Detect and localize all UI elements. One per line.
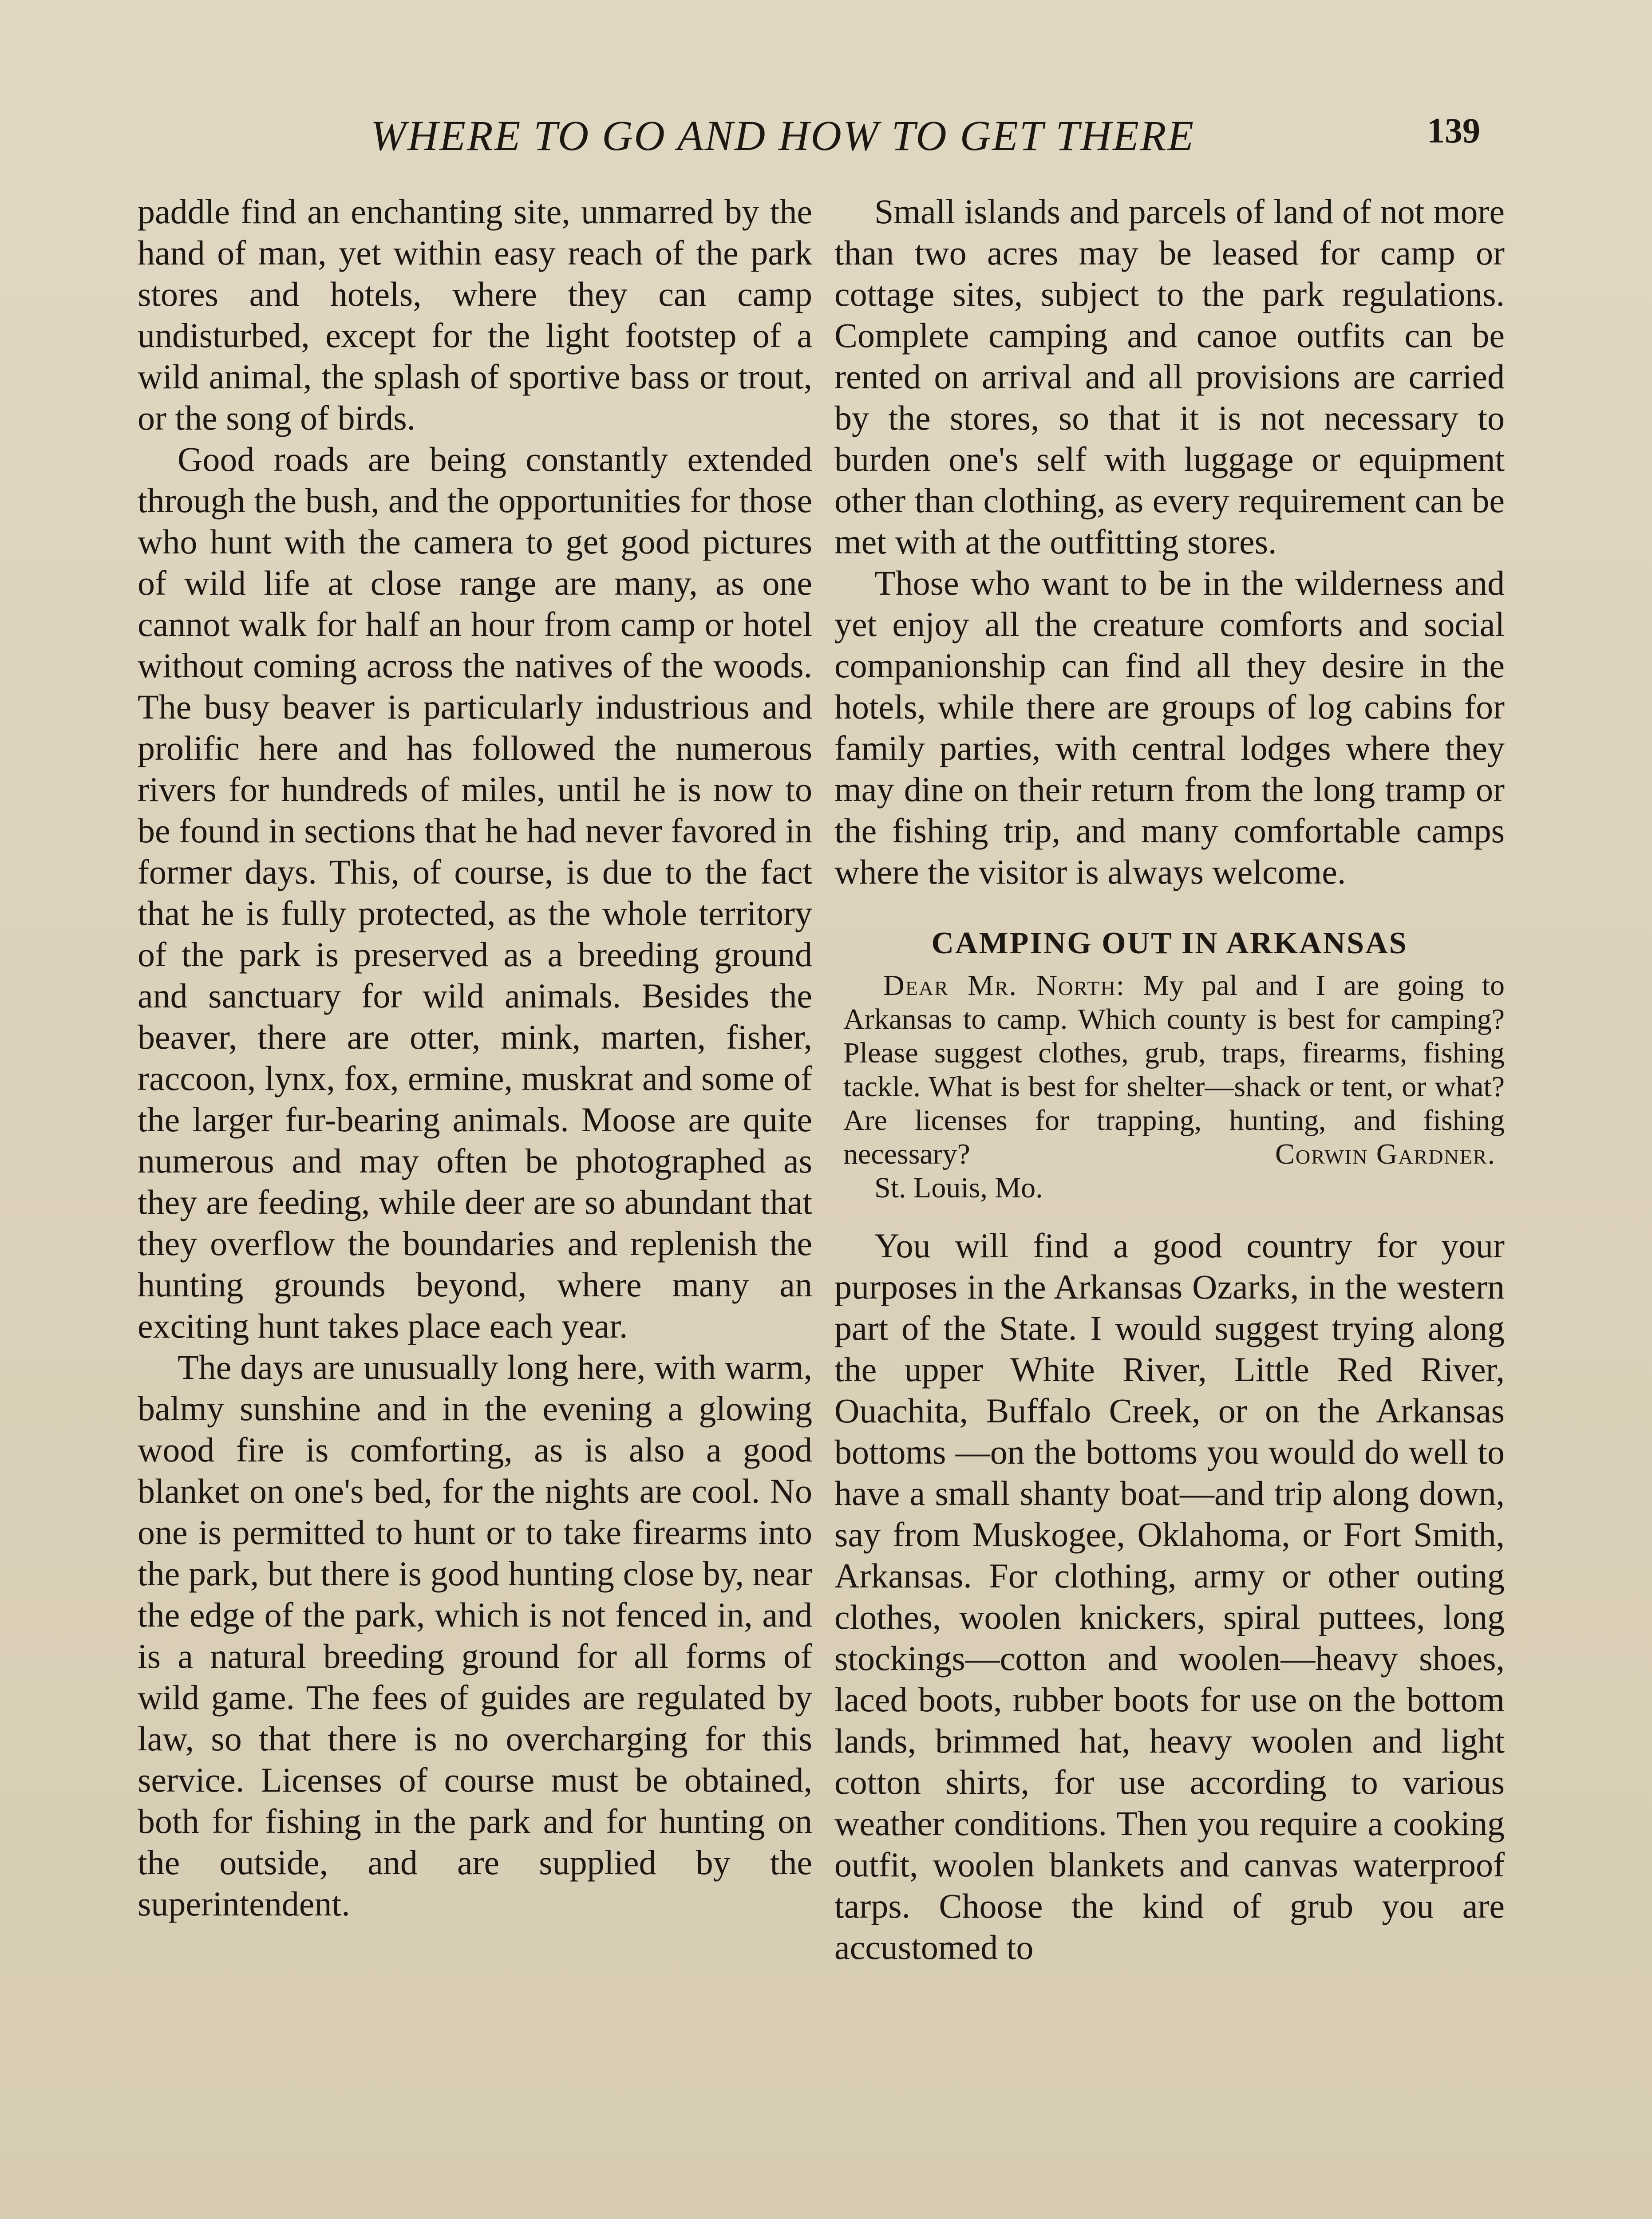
right-column xyxy=(834,191,1505,1968)
reply-paragraph: You will find a good country for your purposes in the Arkansas Ozarks, in the western part of the State. I would suggest trying along the upper White River, Little Red River, Ouachita, Buffalo Creek, or on the Arkansas bottoms —on the bottoms you would do well to have a small shanty boat—and trip along down, say from Muskogee, Oklahoma, or Fort Smith, Arkansas. For clothing, army or other outing clothes, woolen knickers, spiral puttees, long stockings—cotton and woolen—heavy shoes, laced boots, rubber boots for use on the bottom lands, brimmed hat, heavy woolen and light cotton shirts, for use according to various weather conditions. Then you require a cooking outfit, woolen blankets and canvas waterproof tarps. Choose the kind of grub you are accustomed to xyxy=(834,1226,1505,1966)
letter-place: St. Louis, Mo. xyxy=(874,1172,1043,1204)
section-title: CAMPING OUT IN ARKANSAS xyxy=(931,926,1408,960)
left-paragraph-1: paddle find an enchanting site, unmarred by the hand of man, yet within easy reach of the park stores and hotels, where they can camp undisturbed, except for the light footstep of a wild animal, the splash of sportive bass or trout, or the song of birds. xyxy=(138,192,812,437)
right-paragraph-2: Those who want to be in the wilderness and yet enjoy all the creature comforts and social companionship can find all they desire in the hotels, while there are groups of log cabins for family parties, with central lodges where they may dine on their return from the long tramp or the fishing trip, and many comfortable camps where the visitor is always welcome. xyxy=(834,564,1505,891)
right-paragraph-1: Small islands and parcels of land of not more than two acres may be leased for camp or cottage sites, subject to the park regulations. Complete camping and canoe outfits can be rented on arrival and all provisions are carried by the stores, so that it is not necessary to burden one's self with luggage or equipment other than clothing, as every requirement can be met with at the outfitting stores. xyxy=(834,192,1505,561)
running-head: WHERE TO GO AND HOW TO GET THERE xyxy=(371,112,1195,159)
left-paragraph-2: Good roads are being constantly extended through the bush, and the opportunities for those who hunt with the camera to get good pictures of wild life at close range are many, as one cannot walk for half an hour from camp or hotel without coming across the natives of the woods. The busy beaver is particularly industrious and prolific here and has followed the numerous rivers for hundreds of miles, until he is now to be found in sections that he had never favored in former days. This, of course, is due to the fact that he is fully protected, as the whole territory of the park is preserved as a breeding ground and sanctuary for wild animals. Besides the beaver, there are otter, mink, marten, fisher, raccoon, lynx, fox, ermine, muskrat and some of the larger fur-bearing animals. Moose are quite numerous and may often be photographed as they are feeding, while deer are so abundant that they overflow the boundaries and replenish the hunting grounds beyond, where many an exciting hunt takes place each year. xyxy=(138,440,812,1345)
page-header xyxy=(0,111,1652,169)
letter-body: My pal and I are going to Arkansas to camp. Which county is best for camping? Please suggest clothes, grub, traps, firearms, fishing tackle. What is best for shelter—shack or tent, or what? Are licenses for trapping, hunting, and fishing necessary? xyxy=(843,969,1505,1170)
letter-signer: Corwin Gardner. xyxy=(1275,1138,1496,1170)
page-number: 139 xyxy=(1427,111,1480,150)
letter-salutation: Dear Mr. North: xyxy=(883,969,1125,1002)
reader-letter xyxy=(843,969,1505,1205)
left-paragraph-3: The days are unusually long here, with warm, balmy sunshine and in the evening a glowing wood fire is comforting, as is also a good blanket on one's bed, for the nights are cool. No one is permitted to hunt or to take firearms into the park, but there is good hunting close by, near the edge of the park, which is not fenced in, and is a natural breeding ground for all forms of wild game. The fees of guides are regulated by law, so that there is no overcharging for this service. Licenses of course must be obtained, both for fishing in the park and for hunting on the outside, and are supplied by the superintendent. xyxy=(138,1348,812,1923)
left-column xyxy=(138,191,812,1924)
